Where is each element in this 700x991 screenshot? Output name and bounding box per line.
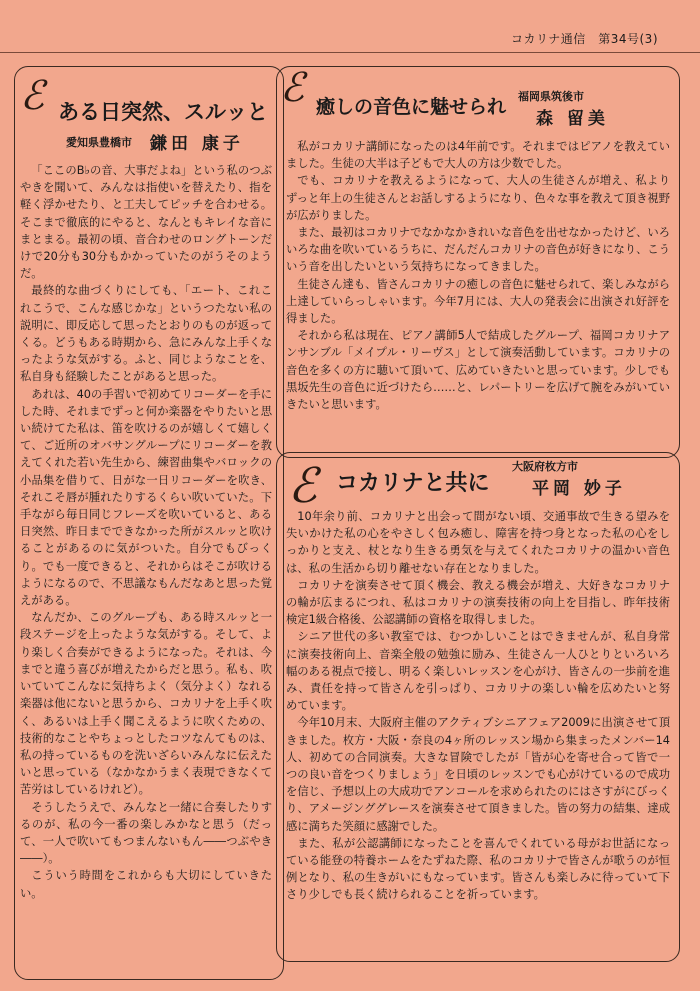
decorative-scroll-icon: ℰ [288,458,318,514]
article2-paragraph: 生徒さん達も、皆さんコカリナの癒しの音色に魅せられて、楽しみながら上達していらっしゃいます。今年7月には、大人の発表会に出演され好評を得ました。 [286,277,670,326]
article1-paragraph: あれは、40の手習いで初めてリコーダーを手にした時、それまでずっと何か楽器をやりたいと思い続けてた私は、笛を吹けるのが嬉しくて嬉しくて、ご近所のオバサングループにリコーダーを教えてくれた若い先生から、練習曲集やバロックの小品集を借りて、日がな一日リコーダーを吹き、それこそ唇が腫れたりするくらい吹いていた。下手ながら毎日同じフレーズを吹いていると、ある日突然、昨日までできなかった所がスルッと吹けることがあるのに気がついた。自分でもびっくり。でも一度できると、それからはそこが吹けるようになるので、不思議なもんだなあと思った覚えがある。 [20,387,272,608]
article1-body [20,162,272,902]
article2-body [286,138,670,413]
article2-title: 癒しの音色に魅せられ [316,96,507,118]
article2-paragraph: 私がコカリナ講師になったのは4年前です。それまではピアノを教えていました。生徒の大半は子どもで大人の方は少数でした。 [286,140,670,171]
article1-paragraph: そうしたうえで、みんなと一緒に合奏したりするのが、私の今一番の楽しみかなと思う（だって、一人で吹いてもつまんないもん――つぶやき――）。 [20,800,272,866]
article1-paragraph: 最終的な曲づくりにしても、「エート、これこれこうで、こんな感じかな」というつたない私の説明に、即反応して思ったとおりのものが返ってくる。どうもある時期から、急にみんな上手くなったような気がする。ふと、同じようなことを、私自身も経験したことがあると思った。 [20,284,272,384]
article2-paragraph: それから私は現在、ピアノ講師5人で結成したグループ、福岡コカリナアンサンブル「メイプル・リーヴス」として演奏活動しています。コカリナの音色を多くの方に聴いて頂いて、広めていきたいと思っています。少しでも黒坂先生の音色に近づけたら……と、レパートリーを広げて腕をみがいていきたいと思います。 [286,329,670,412]
article3-paragraph: また、私が公認講師になったことを喜んでくれている母がお世話になっている能登の特養ホームをたずねた際、私のコカリナで皆さんが歌うのが恒例となり、私の生きがいにもなっています。皆さんも楽しみに待っていて下さり少しでも長く続けられることを祈っています。 [286,836,670,902]
article1-title: ある日突然、スルッと [58,100,268,124]
article2-author-name: 森 留美 [536,109,609,129]
article3-body [286,508,670,904]
article2-author-prefecture: 福岡県筑後市 [518,90,584,103]
article2-paragraph: また、最初はコカリナでなかなかきれいな音色を出せなかったけど、いろいろな曲を吹いているうちに、だんだんコカリナの音色が好きになり、こういう音を出したいという気持ちになってきました。 [286,226,670,274]
newsletter-header: コカリナ通信 第34号(3) [510,32,658,46]
article1-paragraph: こういう時間をこれからも大切にしていきたい。 [20,869,272,900]
article1-paragraph: 「ここのB♭の音、大事だよね」という私のつぶやきを聞いて、みんなは指使いを替えたり、指を軽く浮かせたり、と工夫してピッチを合わせる。そこまで徹底的にやると、なんともキレイな音にまとまる。最初の頃、音合わせのロングトーンだけで20分も30分もかかっていたのがうそのようだ。 [20,164,272,281]
decorative-scroll-icon: ℰ [280,65,305,111]
article3-paragraph: 今年10月末、大阪府主催のアクティブシニアフェア2009に出演させて頂きました。枚方・大阪・奈良の4ヶ所のレッスン場から集まったメンバー14人、初めての合同演奏。大きな冒険でしたが「皆が心を寄せ合って皆で一つの良い音をつくりましょう」を日頃のレッスンでも心がけているので成功を信じ、予想以上の大成功でアンコールを求められたのにはさすがにびっくり、アメージンググレースを演奏させて頂きました。皆の努力の結集、達成感に満ちた笑顔に感謝でした。 [286,716,670,833]
article3-author-name: 平岡 妙子 [532,479,626,499]
article3-paragraph: シニア世代の多い教室では、むつかしいことはできませんが、私自身常に演奏技術向上、音楽全般の勉強に励み、生徒さん一人ひとりといろいろ幅のある視点で接し、明るく楽しいレッスンを心がけ、皆さんの一歩前を進み、責任を持って皆さんを引っぱり、コカリナの楽しい輪を広めたいと努めています。 [286,630,670,713]
article1-author-prefecture: 愛知県豊橋市 [66,136,132,149]
article3-paragraph: コカリナを演奏させて頂く機会、教える機会が増え、大好きなコカリナの輪が広まるにつれ、私はコカリナの演奏技術の向上を目指し、昨年技術検定1級合格後、公認講師の資格を取得しました。 [286,578,670,627]
article3-title: コカリナと共に [336,471,490,496]
decorative-scroll-icon: ℰ [20,73,45,119]
header-rule [0,52,700,53]
article1-paragraph: なんだか、このグループも、ある時スルッと一段ステージを上ったような気がする。そして、より楽しく合奏ができるようになった。それは、今までと違う喜びが増えたからだと思う。私も、吹いていてこんなに気持ちよく（気分よく）なれる楽器は他にないと思うから、コカリナを上手く吹く、あるいは上手く聞こえるように吹くための、技術的なことやちょっとしたコツなんてものは、私の持っているものを洗いざらいみんなに伝えたいと思っている（なかなかうまく表現できなくて苦労はしているけれど）。 [20,611,272,797]
article3-author-prefecture: 大阪府枚方市 [512,460,578,473]
article1-author-name: 鎌田 康子 [150,134,244,154]
article2-paragraph: でも、コカリナを教えるようになって、大人の生徒さんが増え、私よりずっと年上の生徒さんとお話しするようになり、色々な事を教えて頂き視野が広がりました。 [286,174,670,222]
article3-paragraph: 10年余り前、コカリナと出会って間がない頃、交通事故で生きる望みを失いかけた私の心をやさしく包み癒し、障害を持つ身となった私の心をしっかりと支え、杖となり生きる勇気を与えてくれたコカリナの温かい音色は、私の生活から切り離せない存在となりました。 [286,510,670,575]
